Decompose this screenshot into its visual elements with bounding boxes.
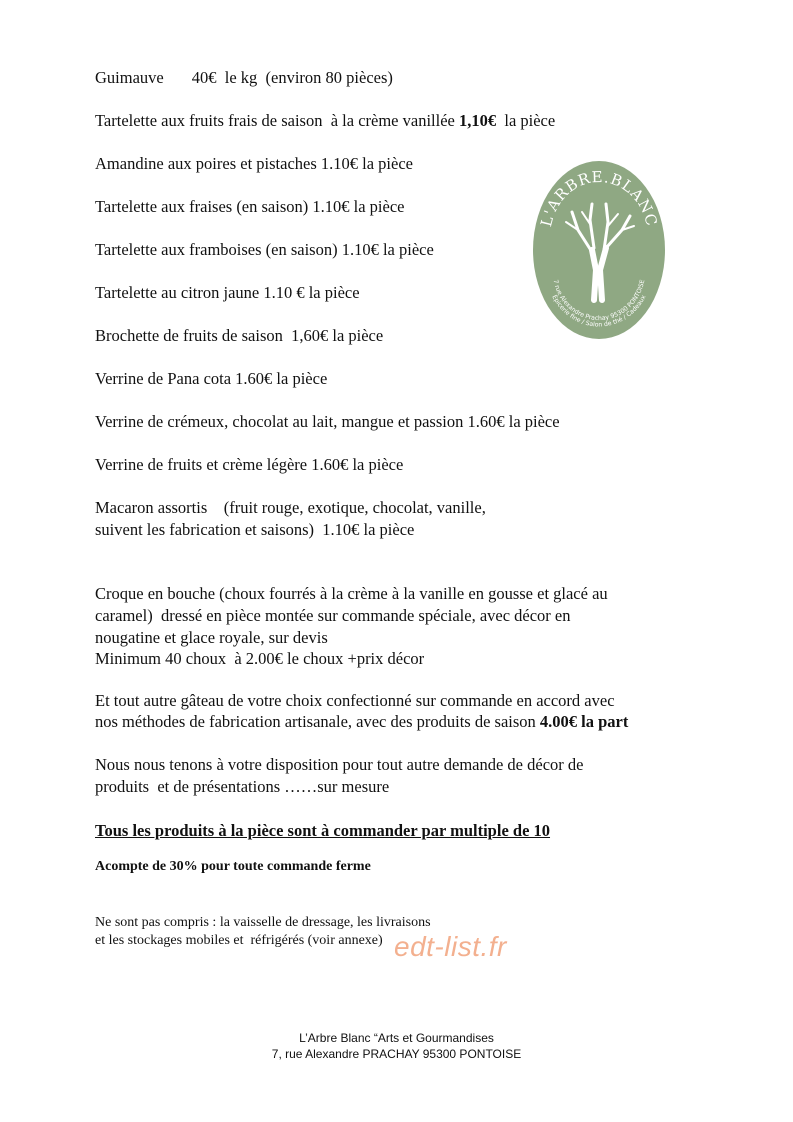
item-verrine-fruits: Verrine de fruits et crème légère 1.60€ la pièce	[95, 455, 404, 474]
croque-line2: caramel) dressé en pièce montée sur commande spéciale, avec décor en	[95, 606, 571, 625]
item-tartelette-fruits-price: 1,10€	[458, 111, 497, 130]
item-tartelette-fruits	[95, 110, 555, 132]
croque-line3: nougatine et glace royale, sur devis	[95, 628, 328, 647]
item-tartelette-fruits-suffix: la pièce	[496, 111, 556, 130]
acompte-notice: Acompte de 30% pour toute commande ferme	[95, 859, 371, 874]
item-verrine-cremeux: Verrine de crémeux, chocolat au lait, mangue et passion 1.60€ la pièce	[95, 412, 560, 431]
item-verrine-pana: Verrine de Pana cota 1.60€ la pièce	[95, 369, 328, 388]
item-amandine: Amandine aux poires et pistaches 1.10€ la pièce	[95, 154, 413, 173]
notice-multiple: Tous les produits à la pièce sont à commander par multiple de 10	[95, 821, 551, 840]
exclusions-line1: Ne sont pas compris : la vaisselle de dressage, les livraisons	[95, 915, 431, 930]
item-brochette: Brochette de fruits de saison 1,60€ la pièce	[95, 326, 384, 345]
item-tartelette-fruits-text: Tartelette aux fruits frais de saison à la crème vanillée	[95, 111, 459, 130]
item-guimauve-price: 40€ le kg (environ 80 pièces)	[191, 68, 393, 87]
exclusions-line2: et les stockages mobiles et réfrigérés (voir annexe)	[95, 933, 383, 948]
item-macaron-line2: suivent les fabrication et saisons) 1.10€ la pièce	[95, 520, 415, 539]
footer-line1: L’Arbre Blanc “Arts et Gourmandises	[299, 1031, 494, 1045]
autre-line1: Et tout autre gâteau de votre choix confectionné sur commande en accord avec	[95, 691, 615, 710]
item-macaron-line1: Macaron assortis (fruit rouge, exotique, chocolat, vanille,	[95, 498, 486, 517]
disposition-line1: Nous nous tenons à votre disposition pour tout autre demande de décor de	[95, 755, 584, 774]
item-tartelette-framboises: Tartelette aux framboises (en saison) 1.10€ la pièce	[95, 240, 434, 259]
watermark: edt-list.fr	[394, 931, 507, 962]
autre-line2	[95, 711, 628, 733]
logo-title: L'ARBRE.BLANC	[537, 167, 661, 229]
logo-address: 7 rue Alexandre Prachay 95300 PONTOISE	[551, 279, 647, 323]
autre-price: 4.00€ la part	[539, 712, 629, 731]
croque-line4: Minimum 40 choux à 2.00€ le choux +prix décor	[95, 649, 425, 668]
item-guimauve-name: Guimauve	[95, 68, 164, 87]
disposition-line2: produits et de présentations ……sur mesure	[95, 777, 390, 796]
item-tartelette-citron: Tartelette au citron jaune 1.10 € la pièce	[95, 283, 360, 302]
footer-line2: 7, rue Alexandre PRACHAY 95300 PONTOISE	[271, 1047, 522, 1061]
autre-line2-text: nos méthodes de fabrication artisanale, avec des produits de saison	[95, 712, 540, 731]
arbre-blanc-logo	[532, 160, 666, 340]
item-tartelette-fraises: Tartelette aux fraises (en saison) 1.10€ la pièce	[95, 197, 405, 216]
croque-line1: Croque en bouche (choux fourrés à la crème à la vanille en gousse et glacé au	[95, 584, 608, 603]
logo-subtitle: Épicerie fine / Salon de thé / Cadeaux	[550, 294, 648, 329]
item-guimauve	[95, 67, 393, 89]
